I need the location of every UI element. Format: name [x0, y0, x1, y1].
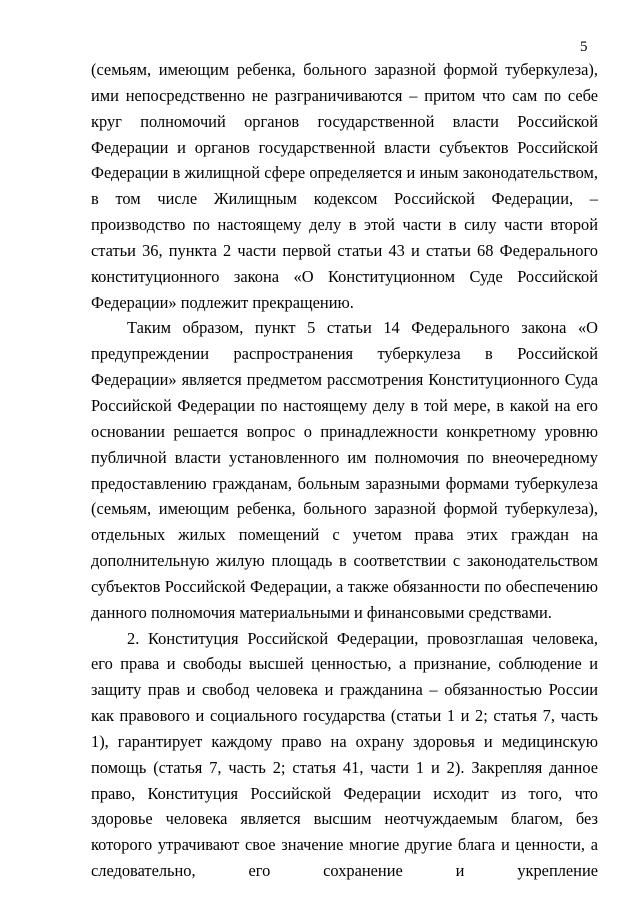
page-number: 5	[580, 39, 588, 55]
paragraph-thus: Таким образом, пункт 5 статьи 14 Федерального закона «О предупреждении распространения туберкулеза в Российской Федерации» является предметом рассмотрения Конституционного Суда Российской Федерации по настоящему делу в той мере, в какой на его основании решается вопрос о принадлежности конкретному уровню публичной власти установленного им полномочия по внеочередному предоставлению гражданам, больным заразными формами туберкулеза (семьям, имеющим ребенка, больного заразной формой туберкулеза), отдельных жилых помещений с учетом права этих граждан на дополнительную жилую площадь в соответствии с законодательством субъектов Российской Федерации, а также обязанности по обеспечению данного полномочия материальными и финансовыми средствами.	[91, 318, 598, 622]
paragraph-continuation: (семьям, имеющим ребенка, больного заразной формой туберкулеза), ими непосредственно не разграничиваются – притом что сам по себе круг полномочий органов государственной власти Российской Федерации и органов государственной власти субъектов Российской Федерации в жилищной сфере определяется и иным законодательством, в том числе Жилищным кодексом Российской Федерации, – производство по настоящему делу в этой части в силу части второй статьи 36, пункта 2 части первой статьи 43 и статьи 68 Федерального конституционного закона «О Конституционном Суде Российской Федерации» подлежит прекращению.	[91, 60, 598, 312]
paragraph-section-2: 2. Конституция Российской Федерации, провозглашая человека, его права и свободы высшей ценностью, а признание, соблюдение и защиту прав и свобод человека и гражданина – обязанностью России как правового и социального государства (статьи 1 и 2; статья 7, часть 1), гарантирует каждому право на охрану здоровья и медицинскую помощь (статья 7, часть 2; статья 41, части 1 и 2). Закрепляя данное право, Конституция Российской Федерации исходит из того, что здоровье человека является высшим неотчуждаемым благом, без которого утрачивают свое значение многие другие блага и ценности, а следовательно, его сохранение и укрепление	[91, 628, 598, 881]
document-body	[91, 57, 598, 884]
